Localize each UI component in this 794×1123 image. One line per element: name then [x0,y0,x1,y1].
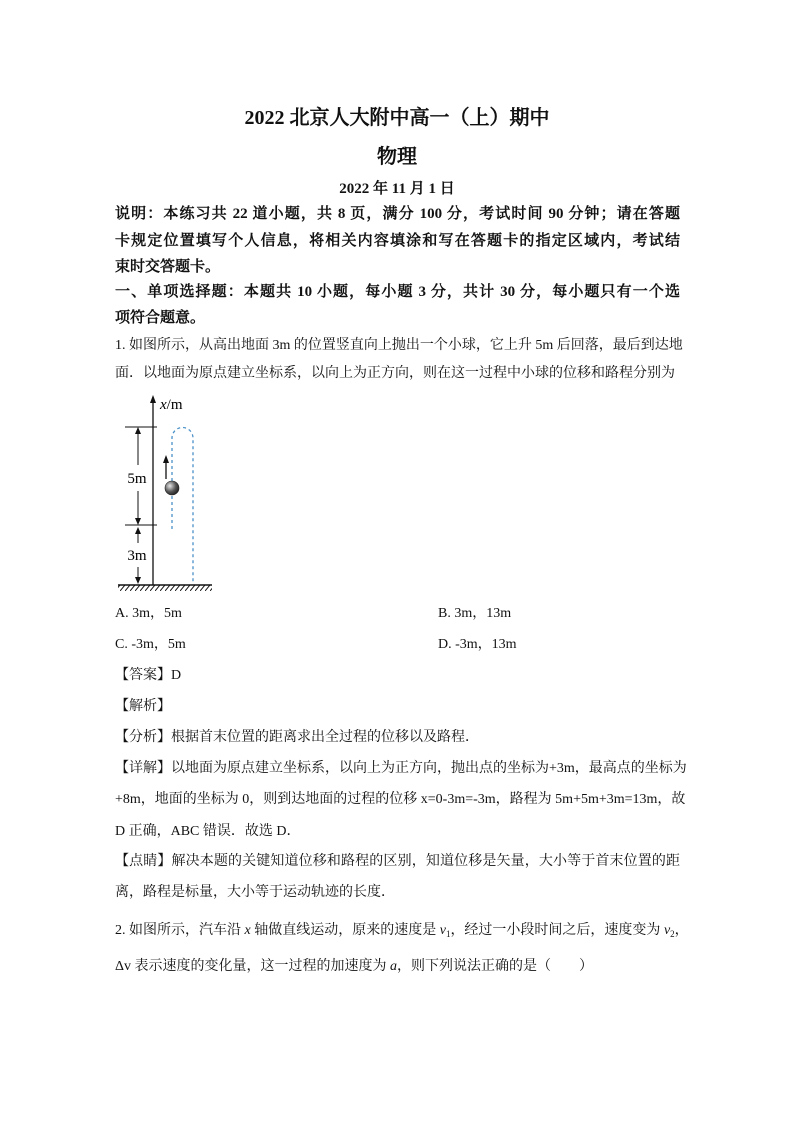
dim-arrowhead-up [135,527,141,534]
q1-option-b: B. 3m，13m [438,606,512,621]
q1-answer: 【答案】D [115,668,182,683]
q2-a-symbol: a [390,959,398,974]
dim-arrowhead-down [135,518,141,525]
q1-stem-line: 1. 如图所示，从高出地面 3m 的位置竖直向上抛出一个小球，它上升 5m 后回落，最后到达地 [115,338,683,353]
lower-distance-label: 3m [127,548,147,564]
axis-var: x [160,397,167,413]
q1-detail-line: +8m，地面的坐标为 0，则到达地面的过程的位移 x=0-3m=-3m，路程为 5m+5m+3m=13m，故 [115,792,686,807]
ball [165,481,179,495]
q1-stem-line: 面．以地面为原点建立坐标系，以向上为正方向，则在这一过程中小球的位移和路程分别为 [115,366,675,381]
q2-axis-var: x [244,923,251,938]
ground-hatch [118,585,212,591]
axis-label [159,397,183,413]
dim-arrowhead-down [135,577,141,584]
q2-v1-subscript: 1 [445,929,451,939]
velocity-arrowhead [163,455,169,463]
instructions-line: 说明：本练习共 22 道小题，共 8 页，满分 100 分，考试时间 90 分钟；请在答题 [115,206,680,222]
exam-title: 2022 北京人大附中高一（上）期中 [244,107,550,129]
q2-text: 轴做直线运动，原来的速度是 [250,923,440,938]
q1-key-point-line: 离，路程是标量，大小等于运动轨迹的长度． [115,885,395,900]
q1-option-d: D. -3m，13m [438,637,517,652]
section-heading-line: 一、单项选择题：本题共 10 小题，每小题 3 分，共计 30 分，每小题只有一个选 [115,284,680,300]
q1-key-point-line: 【点睛】解决本题的关键知道位移和路程的区别，知道位移是矢量，大小等于首末位置的距 [115,854,680,869]
q2-text: ， [674,923,689,938]
q2-v2-subscript: 2 [670,929,675,939]
ball-trajectory [172,428,193,584]
q1-option-a: A. 3m，5m [115,606,182,621]
x-axis-arrowhead [150,395,156,403]
dim-arrowhead-up [135,427,141,434]
q2-stem-line [115,921,689,944]
axis-unit: /m [166,397,183,413]
instructions-line: 束时交答题卡。 [115,259,221,275]
q1-analysis: 【分析】根据首末位置的距离求出全过程的位移以及路程． [115,730,479,745]
q2-text: 表示速度的变化量，这一过程的加速度为 [131,959,391,974]
instructions-line: 卡规定位置填写个人信息，将相关内容填涂和写在答题卡的指定区域内，考试结 [115,233,680,249]
upper-distance-label: 5m [127,471,147,487]
q2-text: ，则下列说法正确的是（ ） [397,959,594,974]
q2-v1-symbol: v [439,923,446,938]
q2-delta-v: Δv [115,959,132,974]
q2-stem-line [115,957,680,977]
q1-detail-line: 【详解】以地面为原点建立坐标系，以向上为正方向，抛出点的坐标为+3m，最高点的坐标为 [115,761,687,776]
q2-text: 2. 如图所示，汽车沿 [115,923,245,938]
q1-figure [115,393,215,593]
exam-date: 2022 年 11 月 1 日 [339,181,455,197]
q1-detail-line: D 正确，ABC 错误．故选 D． [115,824,301,839]
subject-title: 物理 [377,146,417,168]
q1-option-c: C. -3m，5m [115,637,186,652]
q1-analysis-heading: 【解析】 [115,699,171,714]
section-heading-line: 项符合题意。 [115,310,206,326]
q2-v2-symbol: v [663,923,671,938]
q2-text: ，经过一小段时间之后，速度变为 [450,923,664,938]
